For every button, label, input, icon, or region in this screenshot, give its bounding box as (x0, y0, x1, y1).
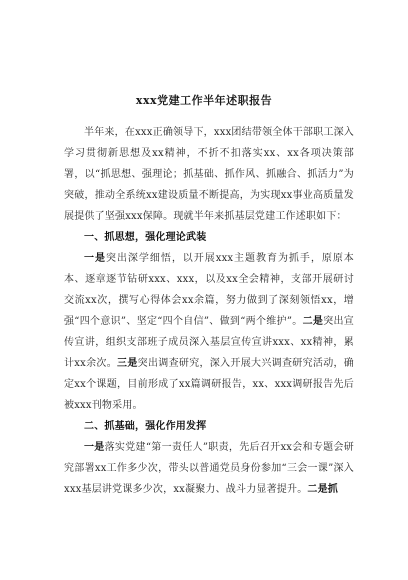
section1-text-3: 突出调查研究，深入开展大兴调查研究活动，确定xx个课题，目前形成了xx篇调研报告，xx、xxx调研报告先后被xxx刊物采用。 (64, 358, 355, 411)
section1-paragraph (64, 248, 354, 416)
section1-lead-2: 二是 (302, 316, 324, 327)
section1-lead-1: 一是 (84, 253, 106, 264)
section1-text-2: 突出宣传宣讲，组织支部班子成员深入基层宣传宣讲xxx、xx精神，累计xx余次。 (64, 316, 354, 369)
document-body (64, 122, 354, 500)
section2-text-1: 落实党建“第一责任人”职责，先后召开xx会和专题会研究部署xx工作多少次，带头以普通党员身份参加“三会一课”深入xxx基层讲党课多少次，xx凝聚力、战斗力显著提升。 (64, 442, 354, 495)
section2-lead-2: 二是抓 (307, 484, 339, 495)
section-heading-2: 二、抓基础，强化作用发挥 (84, 421, 207, 432)
document-title: xxx党建工作半年述职报告 (135, 94, 273, 107)
section2-lead-1: 一是 (84, 442, 105, 453)
section2-paragraph (64, 437, 354, 500)
section1-lead-3: 三是 (117, 358, 138, 369)
section-heading-1: 一、抓思想，强化理论武装 (84, 232, 207, 243)
section1-text-1: 突出深学细悟，以开展xxx主题教育为抓手，原原本本、逐章逐节钻研xxx、xxx，以及xx全会精神，支部开展研讨交流xx次，撰写心得体会xx余篇，努力做到了深刻领悟xx，增强“四个意识”、坚定“四个自信”、做到“两个维护”。 (64, 253, 355, 327)
intro-paragraph: 半年来，在xxx正确领导下，xxx团结带领全体干部职工深入学习贯彻新思想及xx精神，不折不扣落实xx、xx各项决策部署，以“抓思想、强理论；抓基础、抓作风、抓融合、抓活力”为突破，推动全系统xx建设质量不断提高，为实现xx事业高质量发展提供了坚强xxx保障。现就半年来抓基层党建工作述职如下： (64, 127, 354, 222)
